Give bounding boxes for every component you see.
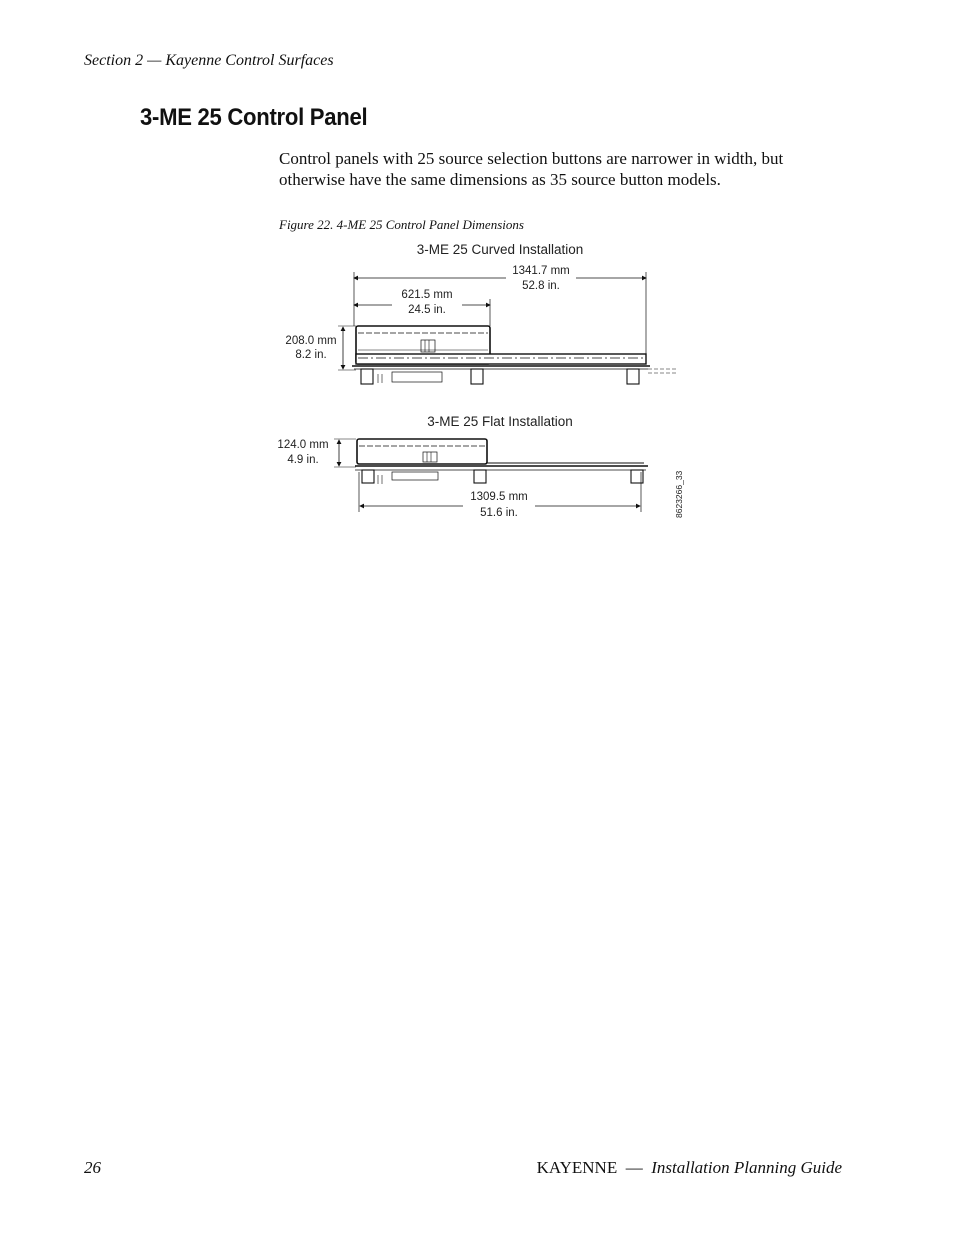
curved-total-width-mm: 1341.7 mm [512, 265, 570, 277]
curved-height-in: 8.2 in. [295, 349, 327, 361]
running-header: Section 2 — Kayenne Control Surfaces [84, 52, 334, 69]
curved-total-width-in: 52.8 in. [522, 280, 560, 292]
flat-width-in: 51.6 in. [480, 507, 518, 519]
curved-height-mm: 208.0 mm [285, 335, 337, 347]
footer-product: KAYENNE [536, 1158, 618, 1177]
section-title: 3-ME 25 Control Panel [140, 104, 368, 131]
curved-module-width-in: 24.5 in. [408, 304, 446, 316]
panel-dimensions-figure [260, 236, 700, 526]
flat-height-mm: 124.0 mm [277, 439, 329, 451]
curved-installation-title: 3-ME 25 Curved Installation [416, 242, 584, 257]
flat-installation-title: 3-ME 25 Flat Installation [427, 414, 573, 429]
dimension-drawing [260, 236, 700, 526]
drawing-id: 8623266_33 [674, 470, 684, 518]
running-footer [537, 1158, 842, 1178]
body-paragraph: Control panels with 25 source selection buttons are narrower in width, but otherwise have the same dimensions as 35 source button models. [279, 149, 784, 189]
footer-separator: — [625, 1158, 643, 1177]
flat-width-mm: 1309.5 mm [470, 491, 528, 503]
figure-caption: Figure 22. 4-ME 25 Control Panel Dimensions [279, 217, 524, 232]
page-number: 26 [84, 1158, 101, 1177]
curved-panel-drawing [352, 326, 676, 384]
curved-module-width-mm: 621.5 mm [401, 289, 453, 301]
footer-guide-title: Installation Planning Guide [651, 1158, 842, 1177]
flat-height-in: 4.9 in. [287, 454, 319, 466]
